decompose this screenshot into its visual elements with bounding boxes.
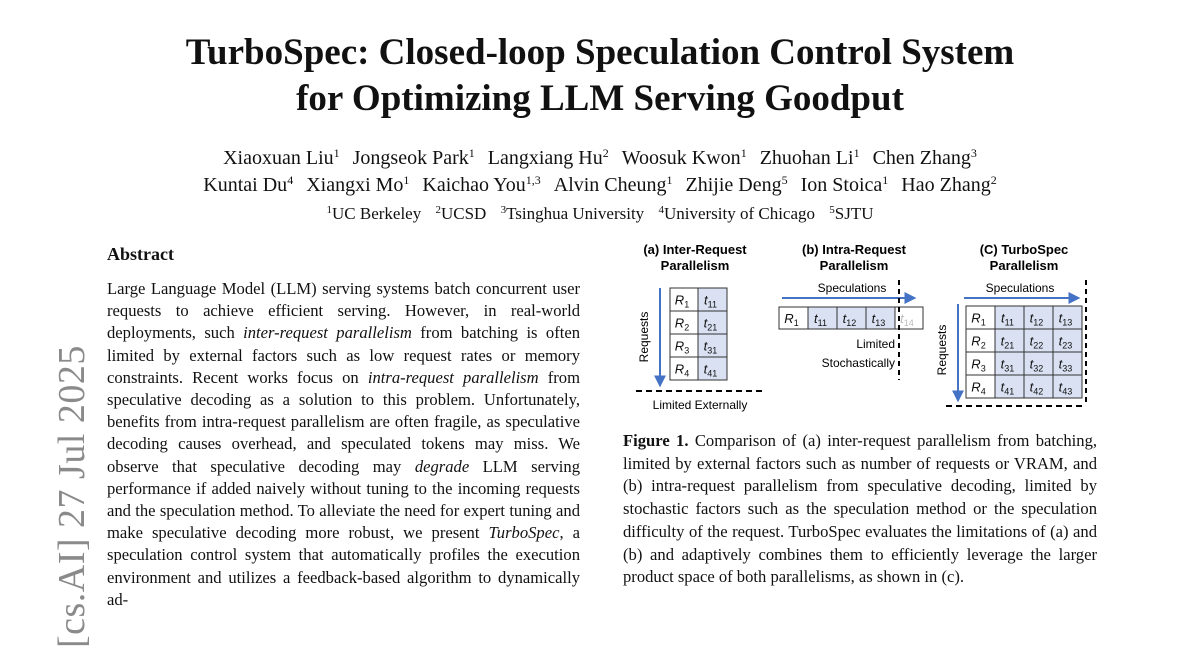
- author-row-1: [0, 145, 1200, 172]
- author: Zhijie Deng$^5$: [685, 173, 788, 196]
- panel-a-axis-label: Requests: [637, 311, 651, 363]
- token-cell: $t_{41}$: [1000, 379, 1015, 397]
- author-row-2: [0, 172, 1200, 199]
- arxiv-side-stamp: [cs.AI] 27 Jul 2025: [51, 345, 93, 648]
- figure-1-diagram: [628, 240, 1098, 418]
- caption-text: Comparison of (a) inter-request parallelism from batching, limited by external factors such as number of requests or VRAM, and (b) intra-request parallelism from speculative decoding, limited by stochastic factors such as the speculation method or the speculation difficulty of the request. TurboSpec evaluates the limitations of (a) and (b) and adaptively combines them to efficiently leverage the larger product space of both parallelisms, as shown in (c).: [623, 431, 1098, 587]
- affiliation: $^3$Tsinghua University: [500, 204, 645, 223]
- request-cell: $R_3$: [971, 356, 986, 374]
- author-list: [0, 145, 1200, 199]
- token-cell: $t_{11}$: [1001, 310, 1014, 328]
- author: Zhuohan Li$^1$: [759, 146, 860, 169]
- figure-1: [628, 240, 1098, 418]
- request-cell: $R_2$: [674, 315, 690, 333]
- panel-b-title-2: Parallelism: [819, 258, 889, 273]
- author: Alvin Cheung$^1$: [553, 173, 673, 196]
- request-cell: $R_1$: [784, 311, 799, 328]
- token-cell: $t_{12}$: [842, 311, 857, 328]
- author: Ion Stoica$^1$: [800, 173, 889, 196]
- panel-b-row: [779, 307, 923, 329]
- token-cell: $t_{21}$: [1000, 333, 1015, 351]
- author: Xiaoxuan Liu$^1$: [223, 146, 340, 169]
- token-cell: $t_{32}$: [1029, 356, 1044, 374]
- affiliation: $^4$University of Chicago: [658, 204, 816, 223]
- panel-a-footer: Limited Externally: [652, 398, 748, 412]
- affiliation: $^5$SJTU: [829, 204, 874, 223]
- faded-token-cell: $t_{14}$: [900, 311, 914, 328]
- request-cell: $R_2$: [971, 333, 986, 351]
- panel-a-grid: [670, 288, 727, 380]
- panel-c-title-2: Parallelism: [989, 258, 1059, 273]
- affiliation: $^2$UCSD: [435, 204, 487, 223]
- token-cell: $t_{21}$: [703, 315, 718, 333]
- panel-c-title-1: (C) TurboSpec: [979, 242, 1069, 257]
- title-line-2: for Optimizing LLM Serving Goodput: [296, 78, 904, 119]
- token-cell: $t_{11}$: [704, 292, 717, 310]
- panel-b-note-1: Limited: [856, 337, 895, 351]
- affiliations: [0, 204, 1200, 224]
- caption-label: Figure 1.: [623, 431, 689, 450]
- figure-1-caption: [623, 430, 1097, 589]
- token-cell: $t_{43}$: [1058, 379, 1073, 397]
- panel-b-note-2: Stochastically: [821, 356, 895, 370]
- panel-a-title-2: Parallelism: [660, 258, 730, 273]
- author: Chen Zhang$^3$: [872, 146, 977, 169]
- author: Kaichao You$^{1,3}$: [422, 173, 541, 196]
- title-line-1: TurboSpec: Closed-loop Speculation Control System: [185, 32, 1015, 73]
- panel-c-grid: [966, 306, 1082, 398]
- author: Xiangxi Mo$^1$: [306, 173, 410, 196]
- token-cell: $t_{31}$: [1000, 356, 1015, 374]
- abstract-heading: Abstract: [107, 244, 174, 264]
- token-cell: $t_{12}$: [1029, 310, 1044, 328]
- token-cell: $t_{33}$: [1058, 356, 1073, 374]
- panel-b-title-1: (b) Intra-Request: [802, 242, 906, 257]
- author: Jongseok Park$^1$: [352, 146, 475, 169]
- panel-c-axis-y-label: Requests: [935, 324, 949, 376]
- token-cell: $t_{22}$: [1029, 333, 1044, 351]
- request-cell: $R_1$: [674, 292, 690, 310]
- panel-a-title-1: (a) Inter-Request: [643, 242, 747, 257]
- author: Langxiang Hu$^2$: [487, 146, 609, 169]
- request-cell: $R_4$: [674, 361, 690, 379]
- token-cell: $t_{23}$: [1058, 333, 1073, 351]
- abstract-text: Large Language Model (LLM) serving systems batch concurrent user requests to achieve efficient serving. However, in real-world deployments, such inter-request parallelism from batching is often limited by external factors such as low request rates or memory constraints. Recent works focus on intra-request parallelism from speculative decoding as a solution to this problem. Unfortunately, benefits from intra-request parallelism are often fragile, as speculative decoding causes overhead, and speculated tokens may miss. We observe that speculative decoding may degrade LLM serving performance if added naively without tuning to the incoming requests and the speculation method. To alleviate the need for expert tuning and make speculative decoding more robust, we present TurboSpec, a speculation control system that automatically profiles the execution environment and utilizes a feedback-based algorithm to dynamically ad-: [107, 279, 581, 609]
- token-cell: $t_{13}$: [1058, 310, 1073, 328]
- author: Woosuk Kwon$^1$: [621, 146, 747, 169]
- author: Kuntai Du$^4$: [203, 173, 294, 196]
- token-cell: $t_{11}$: [814, 311, 827, 328]
- token-cell: $t_{41}$: [703, 361, 718, 379]
- author: Hao Zhang$^2$: [901, 173, 997, 196]
- token-cell: $t_{13}$: [871, 311, 886, 328]
- token-cell: $t_{42}$: [1029, 379, 1044, 397]
- request-cell: $R_4$: [971, 379, 986, 397]
- panel-c-axis-x-label: Speculations: [985, 281, 1055, 295]
- panel-b-axis-label: Speculations: [817, 281, 887, 295]
- request-cell: $R_3$: [674, 338, 690, 356]
- paper-title: [0, 30, 1200, 122]
- token-cell: $t_{31}$: [703, 338, 718, 356]
- affiliation: $^1$UC Berkeley: [326, 204, 422, 223]
- request-cell: $R_1$: [971, 310, 986, 328]
